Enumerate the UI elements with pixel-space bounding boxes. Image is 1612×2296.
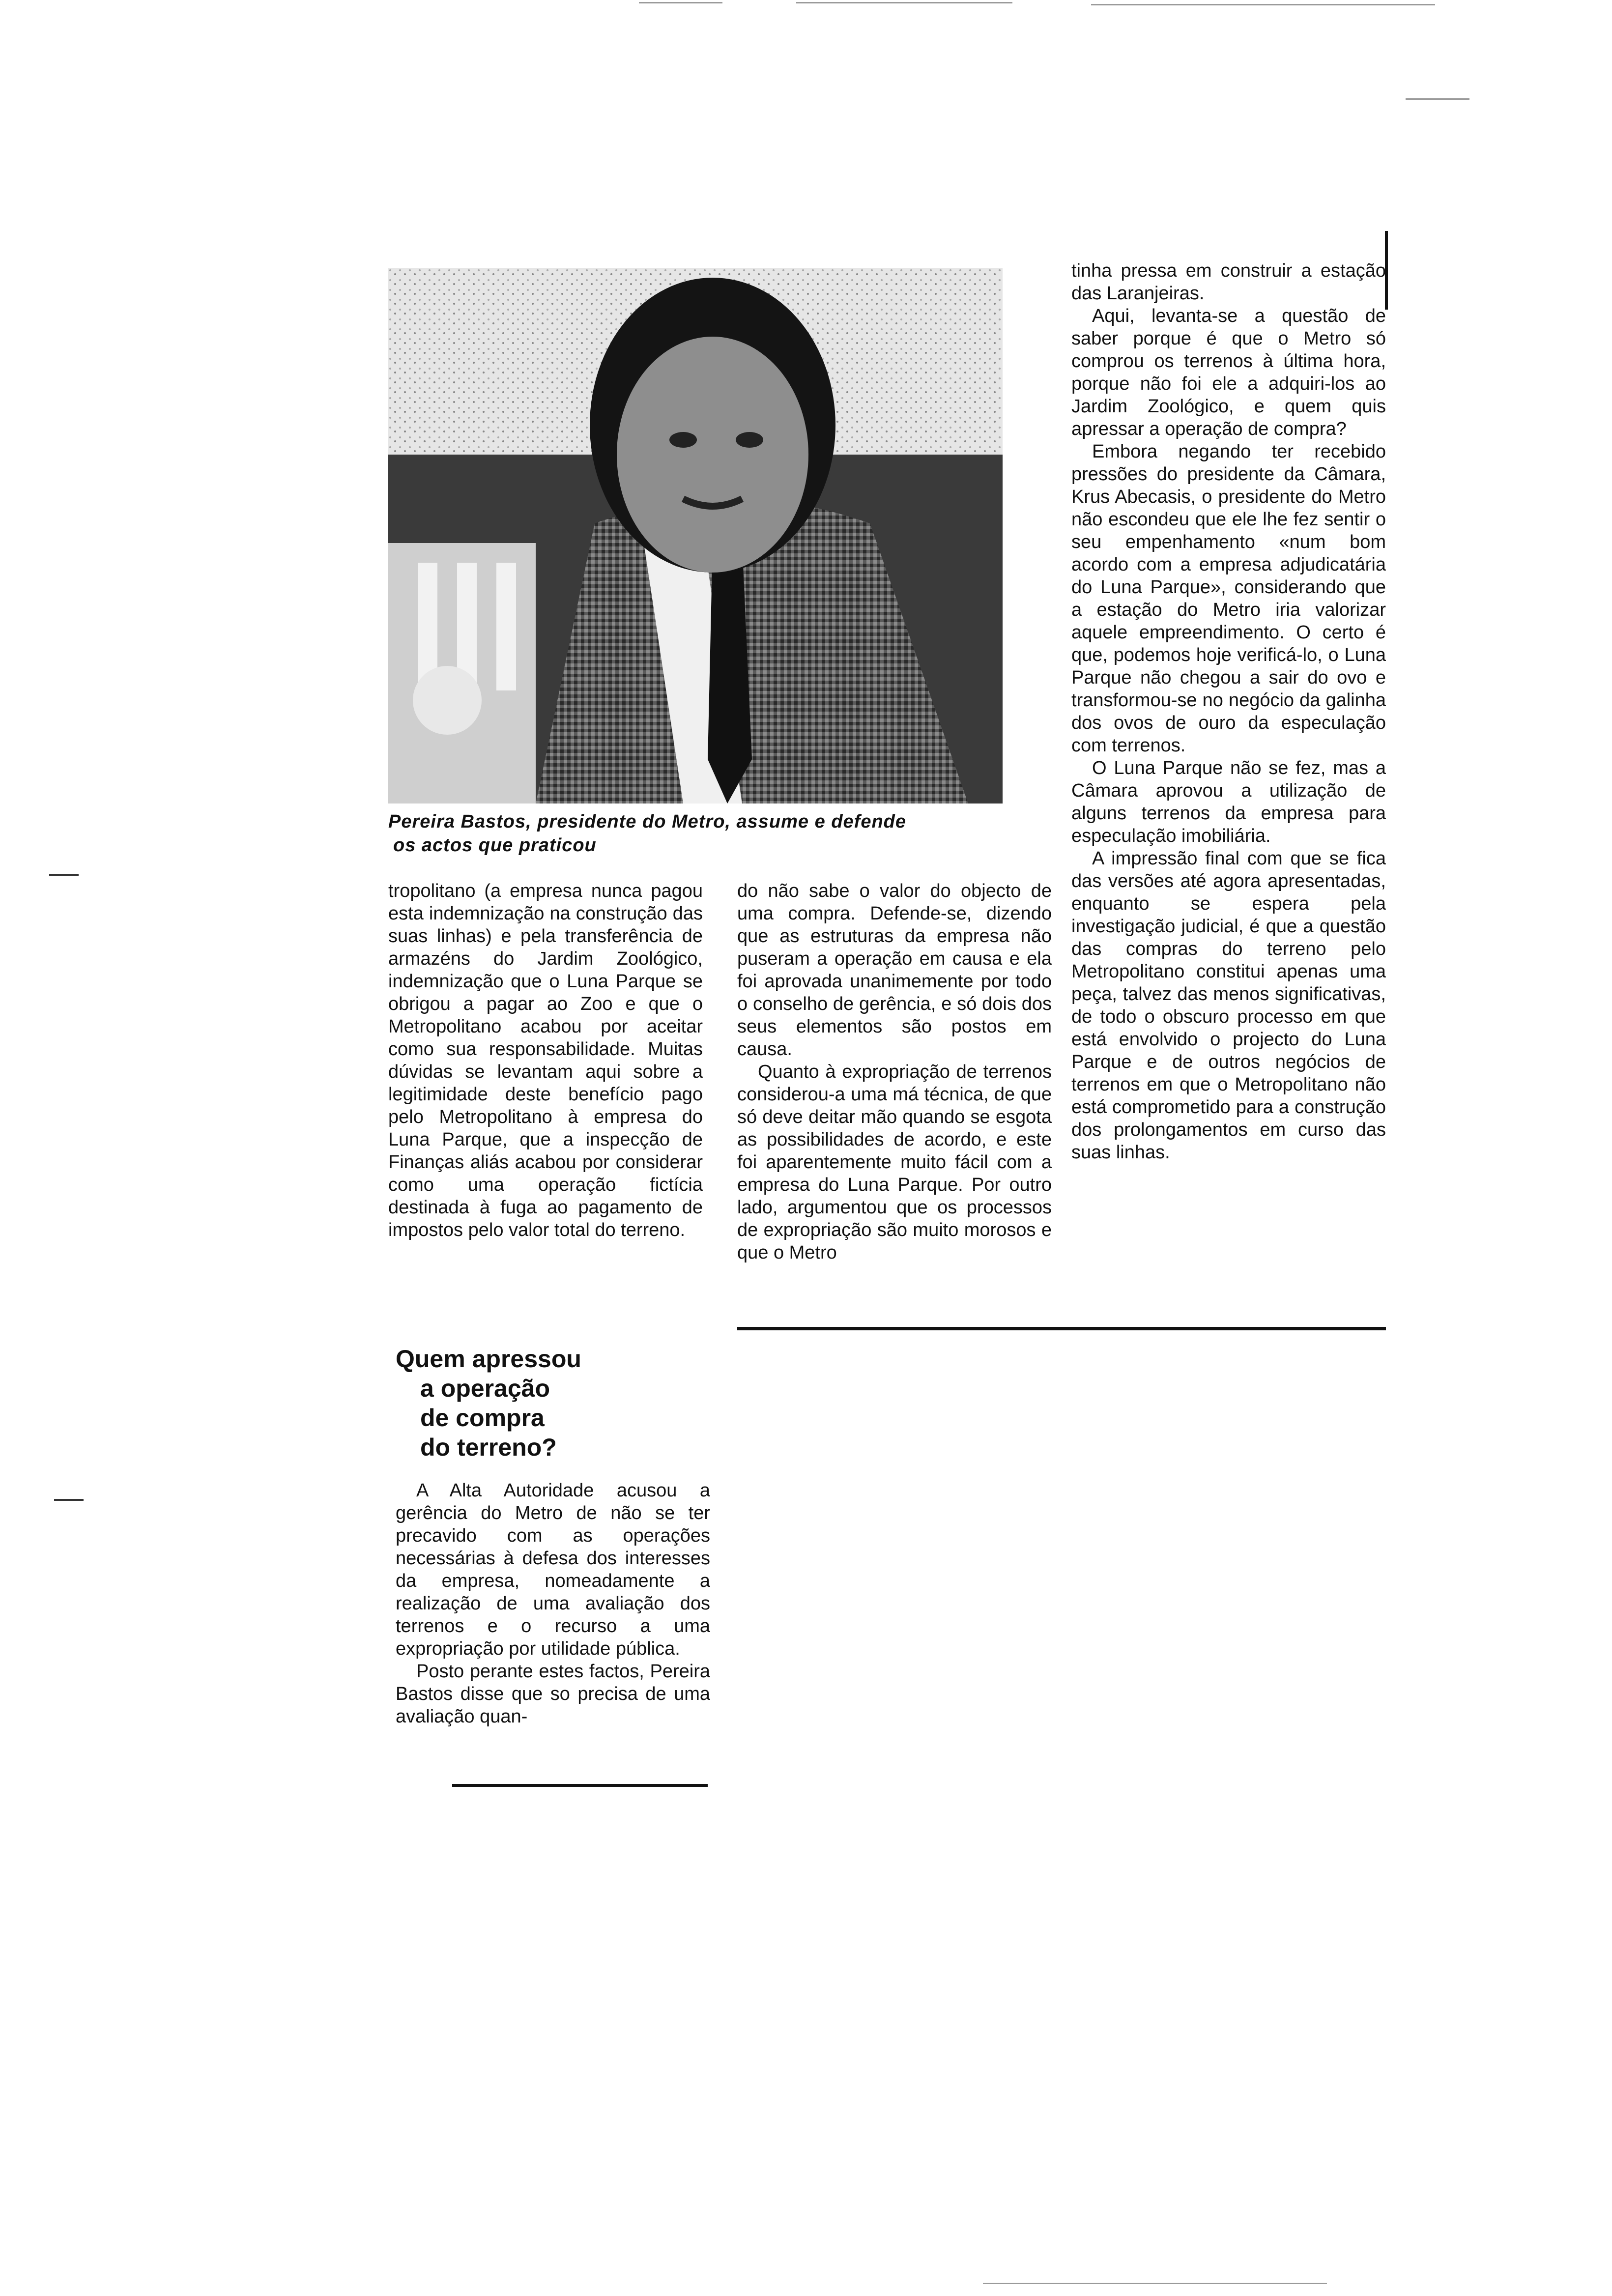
article-paragraph: Aqui, levanta-se a questão de saber porque é que o Metro só comprou os terrenos à última hora, porque não foi ele a adquiri-los ao Jardim Zoológico, e quem quis apressar a operação de compra?: [1071, 306, 1386, 439]
article-column: [737, 880, 1052, 1264]
caption-line: os actos que praticou: [393, 835, 597, 856]
article-paragraph: Quanto à expropriação de terrenos considerou-a uma má técnica, de que só deve deitar mão quando se esgota as possibilidades de acordo, e este foi aparentemente muito fácil com a empresa do Luna Parque. Por outro lado, argumentou que os processos de expropriação são muito morosos e que o Metro: [737, 1062, 1052, 1263]
subheading-line: de compra: [420, 1404, 545, 1432]
article-paragraph: tinha pressa em construir a estação das Laranjeiras.: [1071, 260, 1386, 304]
article-column: [388, 880, 703, 1241]
article-paragraph: A impressão final com que se fica das versões até agora apresentadas, enquanto se espera pela investigação judicial, é que a questão das compras do terreno pelo Metropolitano constitui apenas uma peça, talvez das menos significativas, de todo o obscuro processo em que está envolvido o projecto do Luna Parque e de outros negócios de terrenos em que o Metropolitano não está comprometido para a construção dos prolongamentos em curso das suas linhas.: [1071, 848, 1386, 1163]
article-paragraph: O Luna Parque não se fez, mas a Câmara aprovou a utilização de alguns terrenos da empresa para especulação imobiliária.: [1071, 758, 1386, 846]
article-paragraph: A Alta Autoridade acusou a gerência do Metro de não se ter precavido com as operações necessárias à defesa dos interesses da empresa, nomeadamente a realização de uma avaliação dos terrenos e o recurso a uma expropriação por utilidade pública.: [396, 1480, 710, 1659]
article-end-rule: [737, 1327, 1386, 1330]
scan-edge-mark: [796, 2, 1012, 3]
scan-edge-mark: [49, 874, 79, 876]
scan-edge-mark: [983, 2283, 1327, 2284]
article-column: [396, 1479, 710, 1728]
scan-edge-mark: [54, 1499, 84, 1501]
section-subheading: [396, 1344, 651, 1462]
scan-edge-mark: [1406, 98, 1469, 100]
subheading-line: do terreno?: [420, 1434, 557, 1461]
caption-line: Pereira Bastos, presidente do Metro, assume e defende: [388, 811, 907, 832]
subheading-line: Quem apressou: [396, 1345, 581, 1373]
article-paragraph: tropolitano (a empresa nunca pagou esta indemnização na construção das suas linhas) e pela transferência de armazéns do Jardim Zoológico, indemnização que o Luna Parque se obrigou a pagar ao Zoo e que o Metropolitano acabou por aceitar como sua responsabilidade. Muitas dúvidas se levantam aqui sobre a legitimidade deste benefício pago pelo Metropolitano à empresa do Luna Parque, que a inspecção de Finanças aliás acabou por considerar como uma operação fictícia destinada à fuga ao pagamento de impostos pelo valor total do terreno.: [388, 881, 703, 1240]
portrait-photo: [388, 268, 1081, 804]
scan-edge-mark: [639, 2, 722, 3]
article-paragraph: Embora negando ter recebido pressões do presidente da Câmara, Krus Abecasis, o presidente do Metro não escondeu que ele lhe fez sentir o seu empenhamento «num bom acordo com a empresa adjudicatária do Luna Parque», considerando que a estação do Metro iria valorizar aquele empreendimento. O certo é que, podemos hoje verificá-lo, o Luna Parque não chegou a sair do ovo e transformou-se no negócio da galinha dos ovos de ouro da especulação com terrenos.: [1071, 441, 1386, 756]
subheading-line: a operação: [420, 1375, 550, 1402]
article-paragraph: do não sabe o valor do objecto de uma compra. Defende-se, dizendo que as estruturas da empresa não puseram a operação em causa e ela foi aprovada unanimemente por todo o conselho de gerência, e só dois dos seus elementos são postos em causa.: [737, 881, 1052, 1060]
article-column: [1071, 259, 1386, 1164]
article-paragraph: Posto perante estes factos, Pereira Bastos disse que so precisa de uma avaliação quan-: [396, 1661, 710, 1727]
column-end-rule: [452, 1784, 708, 1787]
scan-edge-mark: [1091, 4, 1435, 5]
photo-caption: [388, 810, 1086, 857]
